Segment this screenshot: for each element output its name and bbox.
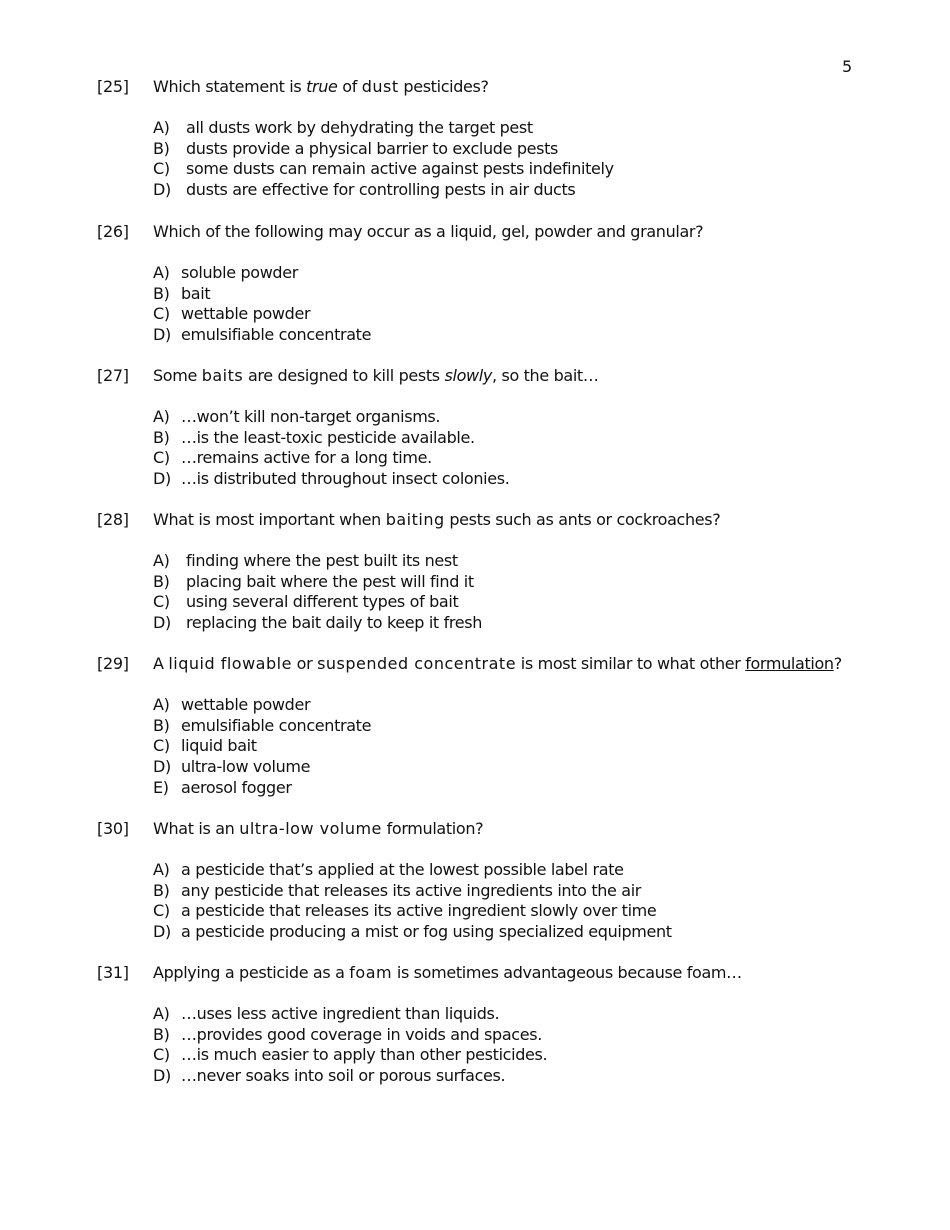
question-number: [26] [97,222,129,241]
question-stem: Some baits are designed to kill pests slowly, so the bait… [153,366,599,385]
option-d: D) …never soaks into soil or porous surfaces. [153,1066,506,1086]
question-stem: A liquid flowable or suspended concentrate is most similar to what other formulation? [153,654,842,673]
option-d: D) a pesticide producing a mist or fog using specialized equipment [153,922,672,942]
option-e: E) aerosol fogger [153,777,292,797]
option-a: A) …won’t kill non-target organisms. [153,407,441,426]
question-number: [28] [97,510,129,529]
question-stem: What is an ultra-low volume formulation? [153,819,484,838]
option-d: D) …is distributed throughout insect colonies. [153,469,510,489]
question-stem: Which statement is true of dust pesticides? [153,77,489,96]
option-a: A) all dusts work by dehydrating the target pest [153,118,533,137]
question-number: [30] [97,819,129,838]
option-b: B) any pesticide that releases its active ingredients into the air [153,880,642,900]
question-number: [25] [97,77,129,96]
option-c: C) some dusts can remain active against pests indefinitely [153,159,614,179]
option-b: B) dusts provide a physical barrier to exclude pests [153,138,559,158]
option-c: C) using several different types of bait [153,592,459,612]
option-d: D) replacing the bait daily to keep it fresh [153,613,483,633]
option-b: B) …provides good coverage in voids and spaces. [153,1024,542,1044]
page-number: 5 [842,57,852,76]
question-stem: Which of the following may occur as a liquid, gel, powder and granular? [153,222,704,241]
option-a: A) finding where the pest built its nest [153,551,458,570]
question-number: [29] [97,654,129,673]
options-list [153,118,614,201]
options-list [153,1004,547,1087]
option-b: B) placing bait where the pest will find it [153,571,474,591]
option-a: A) a pesticide that’s applied at the lowest possible label rate [153,860,624,879]
options-list [153,407,509,490]
option-d: D) emulsifiable concentrate [153,325,372,345]
option-b: B) bait [153,283,211,303]
options-list [153,263,371,346]
question-number: [31] [97,963,129,982]
options-list [153,551,482,634]
option-b: B) …is the least-toxic pesticide available. [153,427,475,447]
option-a: A) soluble powder [153,263,298,282]
option-c: C) liquid bait [153,736,257,756]
option-c: C) …is much easier to apply than other pesticides. [153,1045,548,1065]
option-a: A) …uses less active ingredient than liquids. [153,1004,500,1023]
options-list [153,695,371,798]
question-stem: Applying a pesticide as a foam is sometimes advantageous because foam… [153,963,742,982]
options-list [153,860,672,943]
option-c: C) a pesticide that releases its active ingredient slowly over time [153,901,657,921]
question-number: [27] [97,366,129,385]
option-b: B) emulsifiable concentrate [153,715,372,735]
option-a: A) wettable powder [153,695,311,714]
option-c: C) wettable powder [153,304,311,324]
option-d: D) ultra-low volume [153,757,311,777]
option-c: C) …remains active for a long time. [153,448,432,468]
question-stem: What is most important when baiting pests such as ants or cockroaches? [153,510,721,529]
option-d: D) dusts are effective for controlling pests in air ducts [153,180,576,200]
